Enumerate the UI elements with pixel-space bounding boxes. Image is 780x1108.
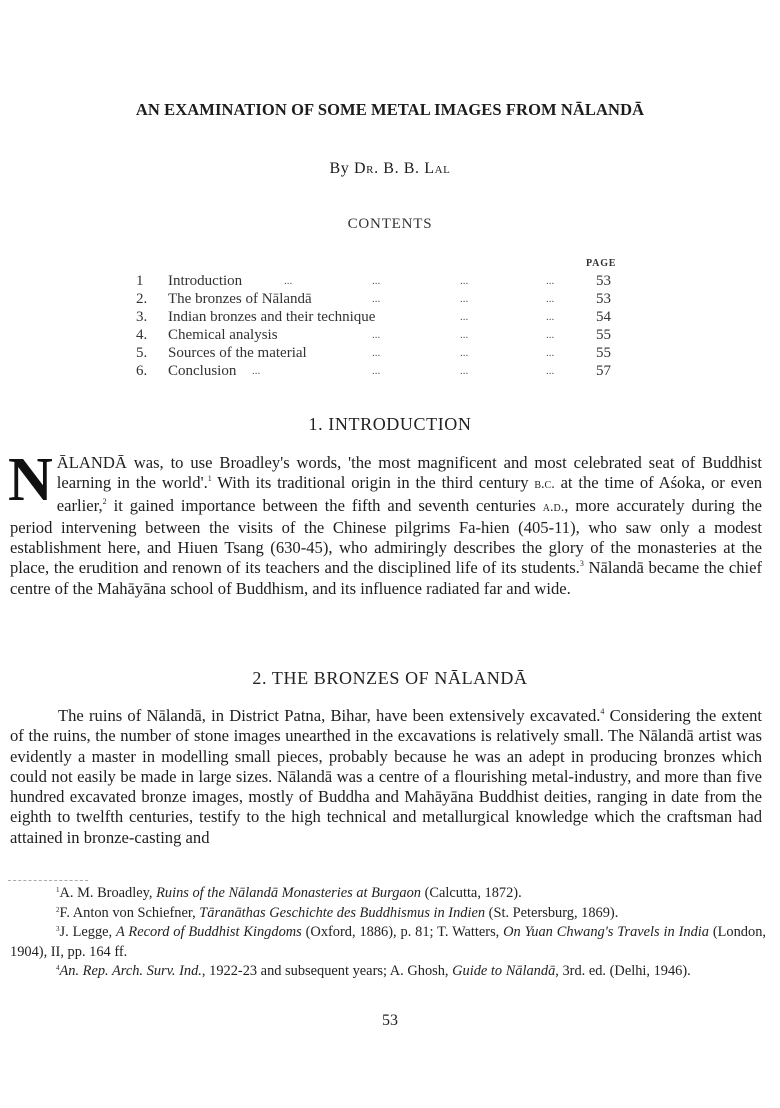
footnotes (10, 884, 766, 982)
toc-leader: ... (460, 293, 469, 305)
toc-row (132, 272, 632, 290)
footnote-mark: 4 (56, 964, 60, 972)
footnote-mark: 2 (56, 905, 60, 914)
text-run: A. M. Broadley, (59, 885, 157, 901)
toc-row (132, 344, 632, 362)
toc-leader: ... (460, 347, 469, 359)
text-run: , more accurately during the period intervening between the visits of the Chinese pilgrims Fa-hien (405-11), who saw only a modest establishment here, and Hiuen Tsang (630-45), who admiringly describes the glory of the monasteries at the place, the erudition and renown of its teachers and the disciplined life of its students. (10, 495, 762, 578)
citation-title: A Record of Buddhist Kingdoms (116, 924, 302, 940)
toc-row (132, 362, 632, 380)
footnote-ref: 3 (579, 559, 584, 569)
toc-number: 1 (136, 273, 144, 289)
toc-row (132, 290, 632, 308)
article-title: AN EXAMINATION OF SOME METAL IMAGES FROM NĀLANDĀ (135, 100, 645, 119)
toc-leader: ... (460, 275, 469, 287)
toc-page: 57 (596, 363, 611, 379)
citation-title: An. Rep. Arch. Surv. Ind. (59, 963, 202, 979)
page-number: 53 (382, 1012, 398, 1029)
toc-label: Introduction (168, 273, 243, 289)
footnote-2 (10, 904, 766, 924)
text-run: (London, 1904), II, pp. 164 ff. (10, 924, 766, 960)
toc-page: 55 (596, 345, 611, 361)
footnote-rule (8, 880, 88, 882)
toc-number: 3. (136, 309, 148, 325)
text-run: F. Anton von Schiefner, (59, 904, 200, 921)
citation-title: Ruins of the Nālandā Monasteries at Burgaon (156, 885, 421, 901)
citation-title: Guide to Nālandā (452, 963, 556, 979)
toc-page: 55 (596, 327, 611, 343)
toc-leader: ... (546, 275, 555, 287)
drop-cap: N (8, 446, 53, 514)
toc-leader: ... (546, 329, 555, 341)
toc-page: 53 (596, 291, 611, 307)
toc-number: 6. (136, 363, 148, 379)
text-run: Nālandā became the chief centre of the Mahāyāna school of Buddhism, and its influence radiated far and wide. (10, 558, 763, 598)
toc-label: Indian bronzes and their technique (168, 309, 376, 325)
footnote-1 (10, 884, 766, 904)
text-run: Considering the extent of the ruins, the number of stone images unearthed in the excavations is relatively small. The Nālandā artist was evidently a master in modelling small pieces, probably because he was an adept in producing bronzes which could not easily be made in large sizes. Nālandā was a centre of a flourishing metal-industry, and more than five hundred excavated bronze images, mostly of Buddha and Mahāyāna Buddhist deities, ranging in date from the eighth to twelfth centuries, testify to the high technical and metallurgical knowledge which the craftsman had attained in bronze-casting and (10, 706, 762, 847)
toc-leader: ... (372, 293, 381, 305)
footnote-mark: 3 (56, 925, 60, 933)
toc-label: Chemical analysis (168, 327, 278, 343)
text-run: at the time of Aśoka, or even earlier, (56, 473, 762, 515)
toc-leader: ... (372, 329, 381, 341)
toc-number: 4. (136, 327, 148, 343)
toc-row (132, 308, 632, 326)
citation-title: Tāranāthas Geschichte des Buddhismus in Indien (199, 904, 486, 921)
text-run: With its traditional origin in the third century (211, 473, 535, 493)
toc-leader: ... (252, 365, 261, 377)
text-run: b.c. (534, 477, 555, 493)
section-heading-bronzes: 2. THE BRONZES OF NĀLANDĀ (252, 668, 528, 688)
text-run: J. Legge, (59, 924, 116, 940)
toc-leader: ... (546, 311, 555, 323)
footnote-4 (10, 962, 766, 982)
text-run: it gained importance between the fifth and seventh centuries (106, 495, 543, 515)
text-run: (Calcutta, 1872). (420, 885, 522, 901)
toc-leader: ... (460, 329, 469, 341)
toc-leader: ... (372, 275, 381, 287)
toc-leader: ... (460, 311, 469, 323)
footnote-ref: 1 (207, 474, 212, 484)
toc-leader: ... (372, 347, 381, 359)
toc-label: Sources of the material (168, 345, 307, 361)
footnote-mark: 1 (56, 886, 60, 894)
byline-prefix: By (329, 160, 354, 177)
toc-page: 54 (596, 309, 611, 325)
paragraph-introduction (8, 446, 763, 599)
text-run: ĀLANDĀ was, to use Broadley's words, 'the most magnificent and most celebrated seat of Buddhist learning in the world'. (56, 453, 762, 493)
text-run: The ruins of Nālandā, in District Patna, Bihar, have been extensively excavated. (58, 706, 601, 725)
contents-heading: CONTENTS (347, 216, 433, 232)
toc-leader: ... (284, 275, 293, 287)
text-run: , 3rd. ed. (Delhi, 1946). (555, 963, 691, 979)
footnote-ref: 4 (600, 707, 605, 716)
byline (0, 160, 780, 178)
toc-leader: ... (460, 365, 469, 377)
text-run: (St. Petersburg, 1869). (485, 904, 619, 921)
toc-leader: ... (372, 365, 381, 377)
footnote-3 (10, 923, 766, 962)
text-run: a.d. (542, 499, 565, 515)
toc-leader: ... (546, 365, 555, 377)
text-run: , 1922-23 and subsequent years; A. Ghosh, (201, 963, 453, 979)
toc-number: 2. (136, 291, 148, 307)
toc-label: The bronzes of Nālandā (168, 291, 312, 307)
toc-row (132, 326, 632, 344)
paragraph-bronzes (10, 706, 762, 848)
citation-title: On Yuan Chwang's Travels in India (503, 924, 709, 940)
byline-author: Dr. B. B. Lal (354, 160, 451, 177)
toc-page: 53 (596, 273, 611, 289)
toc-leader: ... (546, 347, 555, 359)
section-heading-introduction: 1. INTRODUCTION (308, 414, 472, 434)
toc-page-column-label: PAGE (586, 258, 617, 269)
toc-leader: ... (546, 293, 555, 305)
footnote-ref: 2 (102, 496, 107, 506)
toc-label: Conclusion (168, 363, 237, 379)
text-run: (Oxford, 1886), p. 81; T. Watters, (301, 924, 504, 940)
toc-number: 5. (136, 345, 148, 361)
